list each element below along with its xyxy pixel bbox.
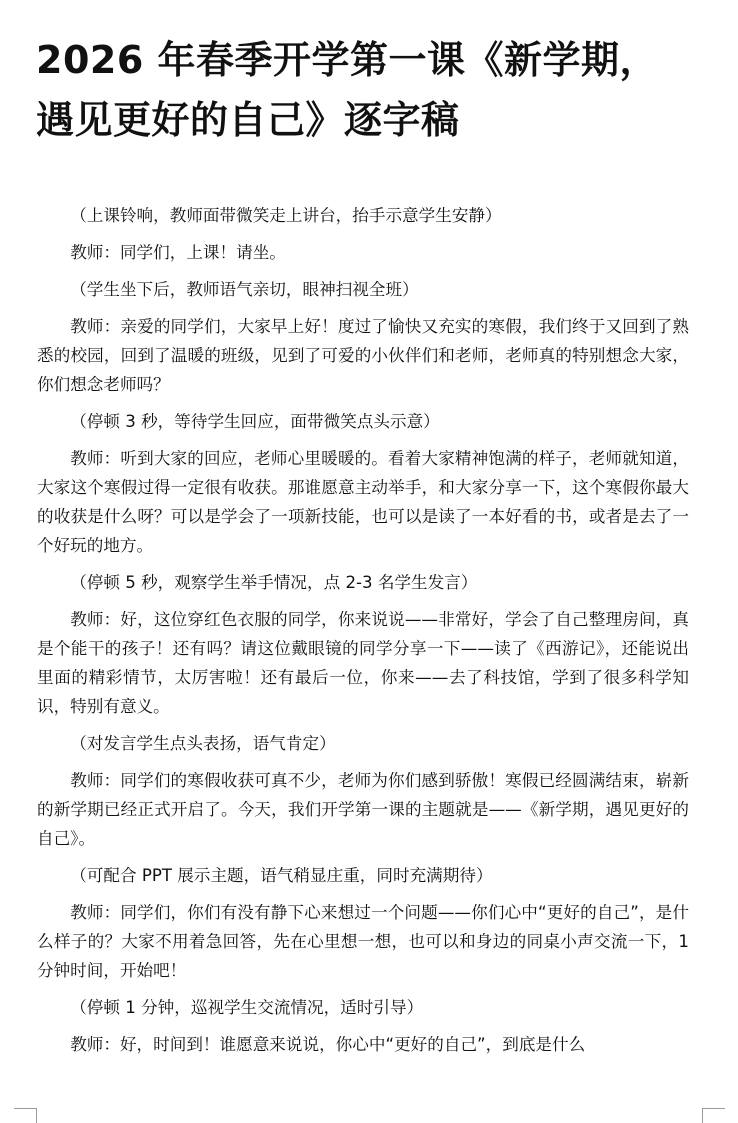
teacher-line: 教师：同学们，你们有没有静下心来想过一个问题——你们心中“更好的自己”，是什么样子的？大家不用着急回答，先在心里想一想，也可以和身边的同桌小声交流一下，1 分钟时间，开始吧！ [37,903,689,980]
document-title: 2026 年春季开学第一课《新学期，遇见更好的自己》逐字稿 [36,38,658,142]
teacher-line: 教师：好，时间到！谁愿意来说说，你心中“更好的自己”，到底是什么 [70,1035,586,1054]
page-corner-mark-left [14,1108,37,1123]
stage-direction: （上课铃响，教师面带微笑走上讲台，抬手示意学生安静） [70,206,502,225]
stage-direction: （停顿 3 秒，等待学生回应，面带微笑点头示意） [70,412,440,431]
stage-direction: （对发言学生点头表扬，语气肯定） [70,734,336,753]
stage-direction: （学生坐下后，教师语气亲切，眼神扫视全班） [70,280,419,299]
teacher-line: 教师：同学们，上课！请坐。 [70,243,286,262]
document-body [37,201,689,1067]
stage-direction: （停顿 5 秒，观察学生举手情况，点 2-3 名学生发言） [70,573,478,592]
stage-direction: （可配合 PPT 展示主题，语气稍显庄重，同时充满期待） [70,866,493,885]
page-corner-mark-right [702,1108,725,1123]
teacher-line: 教师：同学们的寒假收获可真不少，老师为你们感到骄傲！寒假已经圆满结束，崭新的新学期已经正式开启了。今天，我们开学第一课的主题就是——《新学期，遇见更好的自己》。 [37,771,689,848]
teacher-line: 教师：好，这位穿红色衣服的同学，你来说说——非常好，学会了自己整理房间，真是个能干的孩子！还有吗？请这位戴眼镜的同学分享一下——读了《西游记》，还能说出里面的精彩情节，太厉害啦！还有最后一位，你来——去了科技馆，学到了很多科学知识，特别有意义。 [37,610,689,716]
stage-direction: （停顿 1 分钟，巡视学生交流情况，适时引导） [70,998,424,1017]
teacher-line: 教师：听到大家的回应，老师心里暖暖的。看着大家精神饱满的样子，老师就知道，大家这个寒假过得一定很有收获。那谁愿意主动举手，和大家分享一下，这个寒假你最大的收获是什么呀？可以是学会了一项新技能，也可以是读了一本好看的书，或者是去了一个好玩的地方。 [37,449,689,555]
teacher-line: 教师：亲爱的同学们，大家早上好！度过了愉快又充实的寒假，我们终于又回到了熟悉的校园，回到了温暖的班级，见到了可爱的小伙伴们和老师，老师真的特别想念大家，你们想念老师吗？ [37,317,689,394]
